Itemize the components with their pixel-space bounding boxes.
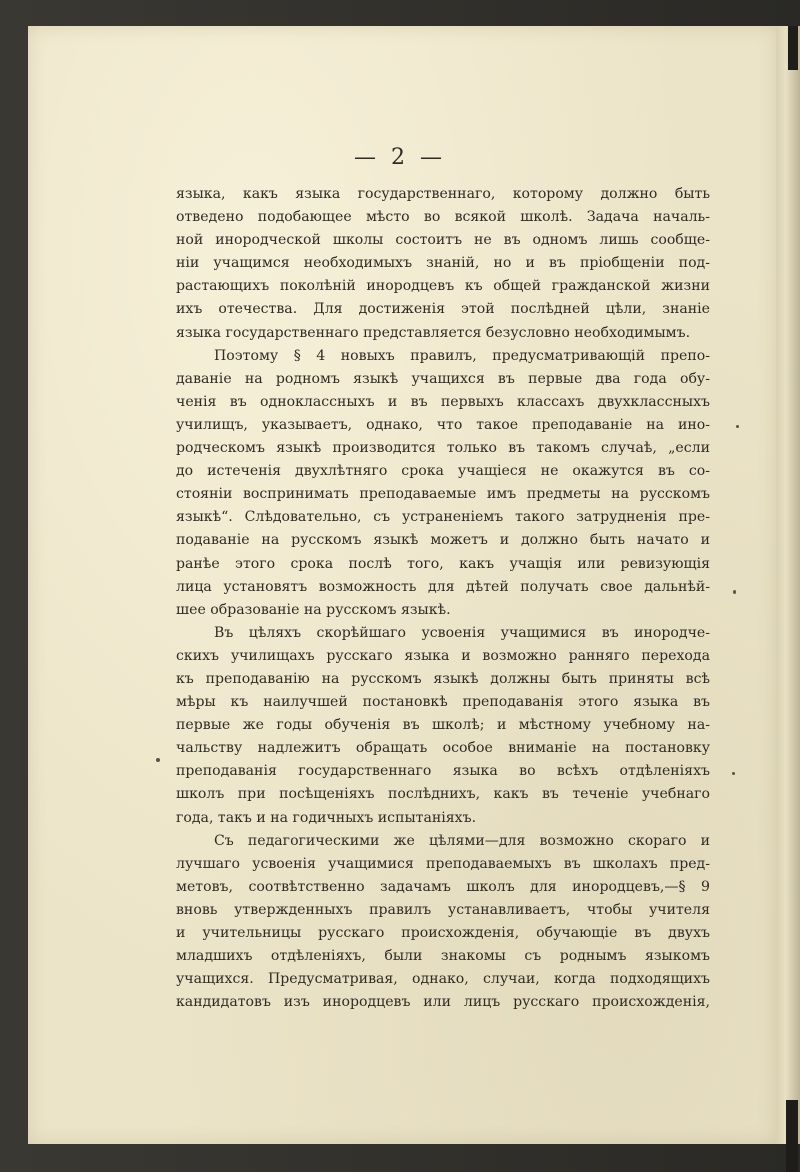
text-line: къ преподаванiю на русскомъ языкѣ должны быть приняты всѣ bbox=[176, 670, 710, 687]
text-line: мѣры къ наилучшей постановкѣ преподаванiя этого языка въ bbox=[176, 694, 710, 711]
text-line: языка, какъ языка государственнаго, которому должно быть bbox=[176, 186, 710, 202]
text-line: школъ при посѣщенiяхъ послѣднихъ, какъ въ теченiе учебнаго bbox=[176, 786, 710, 803]
text-line: преподаванiя государственнаго языка во всѣхъ отдѣленiяхъ bbox=[176, 763, 710, 780]
paper-speck bbox=[736, 425, 739, 428]
text-line: ихъ отечества. Для достиженiя этой послѣдней цѣли, знанiе bbox=[176, 301, 710, 318]
text-line: Поэтому § 4 новыхъ правилъ, предусматривающiй препо- bbox=[214, 347, 710, 364]
text-line: чальству надлежитъ обращать особое вниманiе на постановку bbox=[176, 740, 710, 757]
text-line: растающихъ поколѣнiй инородцевъ къ общей гражданской жизни bbox=[176, 278, 710, 295]
text-line: Съ педагогическими же цѣлями—для возможно скораго и bbox=[214, 832, 710, 849]
text-line: метовъ, соотвѣтственно задачамъ школъ для инородцевъ,—§ 9 bbox=[176, 878, 710, 895]
text-line: стоянiи воспринимать преподаваемые имъ предметы на русскомъ bbox=[176, 486, 710, 503]
text-line: ранѣе этого срока послѣ того, какъ учащiя или ревизующiя bbox=[176, 555, 710, 572]
text-line: отведено подобающее мѣсто во всякой школѣ. Задача началь- bbox=[176, 209, 710, 226]
text-line: даванiе на родномъ языкѣ учащихся въ первые два года обу- bbox=[176, 370, 710, 387]
page-edge bbox=[776, 26, 800, 1144]
text-line: лучшаго усвоенiя учащимися преподаваемыхъ въ школахъ пред- bbox=[176, 855, 710, 872]
text-line: до истеченiя двухлѣтняго срока учащiеся не окажутся въ со- bbox=[176, 463, 710, 480]
text-line: года, такъ и на годичныхъ испытанiяхъ. bbox=[176, 809, 477, 826]
text-line: и учительницы русскаго происхожденiя, обучающiе въ двухъ bbox=[176, 925, 710, 941]
paper-speck bbox=[156, 758, 160, 762]
text-line: первые же годы обученiя въ школѣ; и мѣстному учебному на- bbox=[176, 717, 710, 734]
text-line: учащихся. Предусматривая, однако, случаи, когда подходящихъ bbox=[176, 971, 710, 988]
binding-mark bbox=[788, 26, 798, 70]
binding-mark bbox=[786, 1100, 798, 1172]
text-line: языка государственнаго представляется безусловно необходимымъ. bbox=[176, 324, 691, 341]
text-line: шее образованiе на русскомъ языкѣ. bbox=[176, 601, 451, 618]
page-number: — 2 — bbox=[354, 145, 446, 170]
text-line: Въ цѣляхъ скорѣйшаго усвоенiя учащимися въ инородче- bbox=[214, 624, 710, 641]
text-line: училищъ, указываетъ, однако, что такое преподаванiе на ино- bbox=[176, 416, 710, 433]
text-line: родческомъ языкѣ производится только въ такомъ случаѣ, „если bbox=[176, 440, 710, 457]
paper-speck bbox=[733, 590, 736, 594]
text-line: ной инородческой школы состоитъ не въ одномъ лишь сообще- bbox=[176, 232, 710, 249]
text-line: нiи учащимся необходимыхъ знанiй, но и въ прiобщенiи под- bbox=[176, 255, 710, 272]
text-line: младшихъ отдѣленiяхъ, были знакомы съ роднымъ языкомъ bbox=[176, 948, 710, 965]
text-line: скихъ училищахъ русскаго языка и возможно ранняго перехода bbox=[176, 647, 710, 664]
text-line: лица установятъ возможность для дѣтей получать свое дальнѣй- bbox=[176, 578, 710, 595]
body-text bbox=[176, 183, 710, 1014]
text-line: языкѣ“. Слѣдовательно, съ устраненiемъ такого затрудненiя пре- bbox=[176, 509, 710, 526]
text-line: ченiя въ одноклассныхъ и въ первыхъ классахъ двухклассныхъ bbox=[176, 393, 710, 410]
text-line: подаванiе на русскомъ языкѣ можетъ и должно быть начато и bbox=[176, 532, 710, 549]
text-line: вновь утвержденныхъ правилъ устанавливаетъ, чтобы учителя bbox=[176, 901, 710, 918]
text-line: кандидатовъ изъ инородцевъ или лицъ русскаго происхожденiя, bbox=[176, 994, 710, 1011]
paper-speck bbox=[732, 772, 735, 775]
